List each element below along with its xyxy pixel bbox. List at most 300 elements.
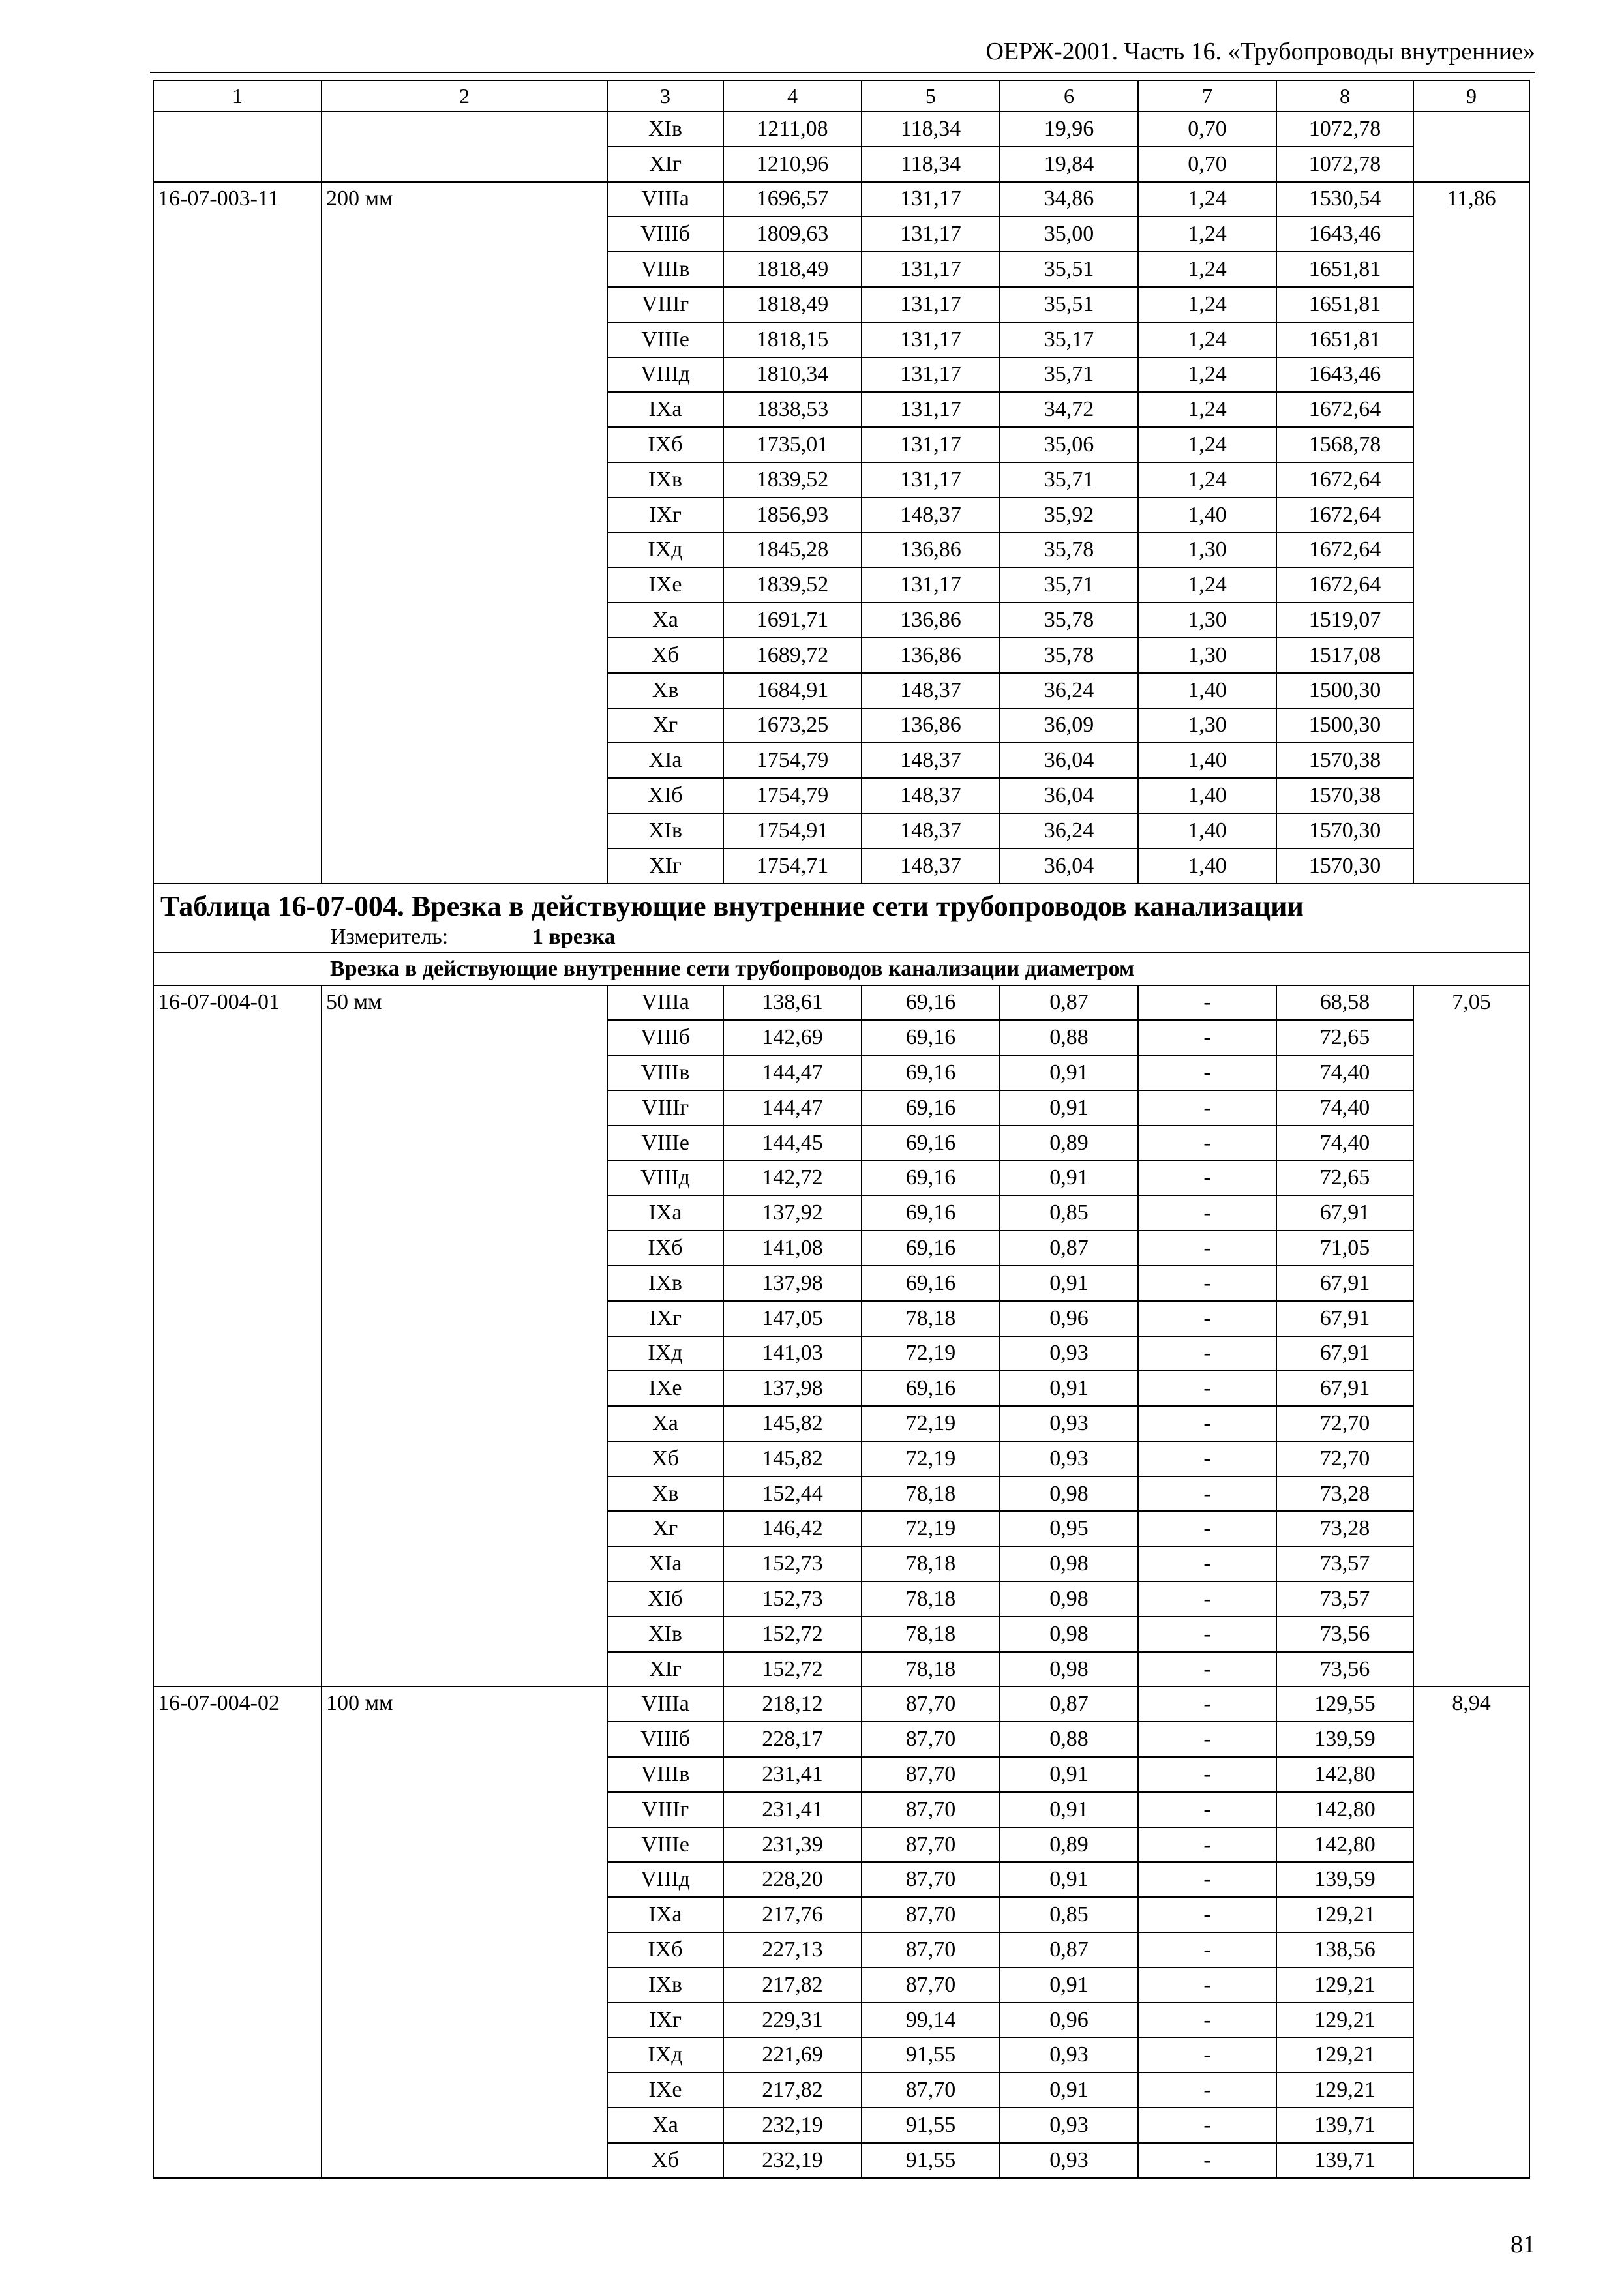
table-cell: VIIIд [607,357,723,393]
table-cell: 72,70 [1276,1441,1413,1476]
table-cell: 1754,91 [723,813,862,848]
table-cell: 1517,08 [1276,638,1413,673]
table-cell: - [1138,1617,1276,1652]
table-subtitle: Врезка в действующие внутренние сети трубопроводов канализации диаметром [153,953,1529,985]
table-cell: VIIIд [607,1862,723,1897]
table-cell: VIIIа [607,1686,723,1722]
table-cell: 87,70 [862,1862,1000,1897]
table-cell: 0,98 [1000,1476,1138,1512]
table-cell: 1,40 [1138,813,1276,848]
table-cell: 74,40 [1276,1090,1413,1126]
table-cell: 0,96 [1000,1301,1138,1336]
table-cell: IXв [607,1967,723,2003]
rate-code [153,112,322,182]
table-cell: 1810,34 [723,357,862,393]
table-cell: IXг [607,2003,723,2038]
table-cell: 35,17 [1000,322,1138,357]
table-cell: VIIIе [607,1126,723,1161]
table-cell: 71,05 [1276,1231,1413,1266]
table-cell: 137,92 [723,1195,862,1231]
table-cell: VIIIв [607,1055,723,1090]
table-cell: 0,96 [1000,2003,1138,2038]
table-cell: VIIIб [607,1722,723,1757]
table-row [153,985,1529,1021]
rate-last-value: 7,05 [1413,985,1529,1687]
table-cell: - [1138,1476,1276,1512]
table-cell: 0,85 [1000,1195,1138,1231]
table-cell: 231,41 [723,1792,862,1827]
rate-name: 50 мм [322,985,607,1687]
table-004-body [153,985,1529,2178]
table-cell: 152,44 [723,1476,862,1512]
table-cell: - [1138,2072,1276,2108]
page-number: 81 [1511,2231,1535,2258]
table-cell: 19,96 [1000,112,1138,147]
table-cell: 0,88 [1000,1722,1138,1757]
table-cell: 131,17 [862,252,1000,287]
table-cell: 1,24 [1138,357,1276,393]
table-cell: 1,24 [1138,427,1276,462]
table-cell: 74,40 [1276,1126,1413,1161]
table-cell: 36,09 [1000,708,1138,743]
table-cell: 1568,78 [1276,427,1413,462]
table-cell: 69,16 [862,1055,1000,1090]
column-number: 4 [723,80,862,112]
table-cell: - [1138,1511,1276,1546]
table-cell: 0,93 [1000,1406,1138,1441]
table-cell: - [1138,1932,1276,1967]
table-cell: 73,56 [1276,1617,1413,1652]
unit-value: 1 врезка [532,924,616,949]
table-cell: IXа [607,1897,723,1932]
table-cell: 1570,30 [1276,848,1413,884]
table-cell: 0,70 [1138,112,1276,147]
table-cell: - [1138,1757,1276,1792]
table-cell: - [1138,1686,1276,1722]
table-cell: IXг [607,1301,723,1336]
table-cell: 67,91 [1276,1266,1413,1301]
table-cell: 1651,81 [1276,322,1413,357]
table-cell: - [1138,1441,1276,1476]
table-cell: VIIIг [607,1090,723,1126]
table-cell: 69,16 [862,1231,1000,1266]
table-cell: 148,37 [862,743,1000,778]
table-cell: 67,91 [1276,1336,1413,1371]
table-cell: - [1138,1055,1276,1090]
table-cell: 142,80 [1276,1757,1413,1792]
table-cell: 1696,57 [723,182,862,217]
table-cell: 0,98 [1000,1581,1138,1617]
table-cell: 1754,79 [723,778,862,813]
table-cell: IXв [607,1266,723,1301]
table-cell: 129,21 [1276,2003,1413,2038]
table-cell: 1,40 [1138,673,1276,708]
table-cell: 0,93 [1000,2037,1138,2072]
table-cell: 139,59 [1276,1862,1413,1897]
table-cell: 35,06 [1000,427,1138,462]
table-cell: 72,19 [862,1406,1000,1441]
table-cell: 0,91 [1000,2072,1138,2108]
table-cell: 148,37 [862,848,1000,884]
table-cell: IXб [607,427,723,462]
table-cell: 69,16 [862,1161,1000,1196]
table-cell: 35,51 [1000,287,1138,322]
table-cell: IXг [607,498,723,533]
table-cell: 35,71 [1000,357,1138,393]
table-cell: 36,04 [1000,848,1138,884]
table-cell: 36,04 [1000,743,1138,778]
rate-last-value: 8,94 [1413,1686,1529,2177]
table-cell: 138,56 [1276,1932,1413,1967]
table-cell: 67,91 [1276,1195,1413,1231]
table-cell: 72,19 [862,1511,1000,1546]
table-cell: 131,17 [862,357,1000,393]
rate-name: 100 мм [322,1686,607,2177]
table-cell: 227,13 [723,1932,862,1967]
table-cell: - [1138,1231,1276,1266]
table-cell: 1500,30 [1276,673,1413,708]
table-cell: 69,16 [862,1195,1000,1231]
table-cell: 69,16 [862,1090,1000,1126]
table-cell: 1643,46 [1276,217,1413,252]
table-cell: IXб [607,1231,723,1266]
table-cell: 142,80 [1276,1792,1413,1827]
table-cell: 0,87 [1000,1231,1138,1266]
table-cell: 78,18 [862,1652,1000,1687]
table-cell: 1500,30 [1276,708,1413,743]
table-cell: 87,70 [862,1967,1000,2003]
table-cell: 73,57 [1276,1546,1413,1581]
table-cell: 1651,81 [1276,287,1413,322]
table-cell: 1,30 [1138,708,1276,743]
table-row [153,112,1529,147]
table-cell: 87,70 [862,1722,1000,1757]
column-number: 1 [153,80,322,112]
table-cell: 1072,78 [1276,147,1413,182]
table-cell: 0,91 [1000,1371,1138,1406]
table-004-heading [153,884,1529,985]
table-cell: 1672,64 [1276,392,1413,427]
table-cell: XIг [607,147,723,182]
table-cell: 1,30 [1138,533,1276,568]
column-number: 3 [607,80,723,112]
table-cell: 35,71 [1000,462,1138,498]
table-cell: 73,28 [1276,1511,1413,1546]
table-cell: 0,70 [1138,147,1276,182]
table-cell: VIIIа [607,985,723,1021]
table-cell: 129,21 [1276,1897,1413,1932]
table-cell: XIа [607,1546,723,1581]
table-cell: 91,55 [862,2037,1000,2072]
table-cell: 34,86 [1000,182,1138,217]
table-cell: 0,87 [1000,1932,1138,1967]
table-cell: 0,91 [1000,1090,1138,1126]
table-cell: - [1138,1020,1276,1055]
table-cell: 36,24 [1000,813,1138,848]
table-cell: Xг [607,708,723,743]
table-cell: 0,93 [1000,1336,1138,1371]
table-cell: 1754,79 [723,743,862,778]
table-cell: 118,34 [862,112,1000,147]
table-cell: 129,21 [1276,1967,1413,2003]
table-cell: 87,70 [862,2072,1000,2108]
table-cell: 0,89 [1000,1827,1138,1863]
page-header-title: ОЕРЖ-2001. Часть 16. «Трубопроводы внутренние» [985,38,1535,65]
table-cell: 0,95 [1000,1511,1138,1546]
table-cell: XIа [607,743,723,778]
table-cell: 228,17 [723,1722,862,1757]
table-cell: VIIIа [607,182,723,217]
table-cell: XIг [607,1652,723,1687]
table-cell: VIIIб [607,217,723,252]
table-cell: 231,39 [723,1827,862,1863]
table-cell: Xв [607,673,723,708]
table-cell: 131,17 [862,287,1000,322]
table-cell: - [1138,1090,1276,1126]
table-cell: 221,69 [723,2037,862,2072]
table-cell: 141,03 [723,1336,862,1371]
table-cell: 1691,71 [723,603,862,638]
table-cell: 69,16 [862,985,1000,1021]
table-cell: 73,28 [1276,1476,1413,1512]
table-cell: 68,58 [1276,985,1413,1021]
table-cell: 35,00 [1000,217,1138,252]
table-cell: 147,05 [723,1301,862,1336]
table-cell: Xб [607,2143,723,2178]
table-cell: 229,31 [723,2003,862,2038]
table-cell: 129,55 [1276,1686,1413,1722]
table-cell: 144,47 [723,1055,862,1090]
column-number: 2 [322,80,607,112]
table-cell: IXд [607,1336,723,1371]
table-cell: - [1138,1336,1276,1371]
table-cell: 78,18 [862,1546,1000,1581]
table-cell: 152,73 [723,1546,862,1581]
table-cell: 138,61 [723,985,862,1021]
table-cell: 217,76 [723,1897,862,1932]
table-cell: IXа [607,1195,723,1231]
table-cell: 35,78 [1000,533,1138,568]
table-cell: 1672,64 [1276,567,1413,603]
table-cell: 1818,15 [723,322,862,357]
table-cell: VIIIв [607,1757,723,1792]
table-cell: 0,98 [1000,1546,1138,1581]
table-cell: 67,91 [1276,1371,1413,1406]
table-cell: 0,98 [1000,1617,1138,1652]
table-cell: - [1138,1862,1276,1897]
table-cell: XIв [607,1617,723,1652]
table-cell: 1818,49 [723,252,862,287]
table-cell: 1643,46 [1276,357,1413,393]
table-cell: IXе [607,567,723,603]
table-cell: 0,93 [1000,2108,1138,2143]
rates-table-body [153,80,1529,112]
table-cell: 69,16 [862,1126,1000,1161]
table-cell: 231,41 [723,1757,862,1792]
table-cell: 1,24 [1138,392,1276,427]
table-cell: 131,17 [862,217,1000,252]
table-cell: - [1138,1897,1276,1932]
table-cell: 152,73 [723,1581,862,1617]
table-cell: 137,98 [723,1266,862,1301]
table-cell: 142,69 [723,1020,862,1055]
table-cell: 0,93 [1000,1441,1138,1476]
table-cell: 1838,53 [723,392,862,427]
table-cell: VIIIе [607,1827,723,1863]
table-cell: Xа [607,1406,723,1441]
table-cell: - [1138,2037,1276,2072]
table-cell: 78,18 [862,1617,1000,1652]
table-cell: IXв [607,462,723,498]
table-cell: 131,17 [862,427,1000,462]
table-cell: 1,24 [1138,322,1276,357]
column-number: 6 [1000,80,1138,112]
table-cell: 35,78 [1000,638,1138,673]
table-cell: 148,37 [862,813,1000,848]
rates-table [153,80,1530,2179]
table-cell: - [1138,2143,1276,2178]
table-cell: 152,72 [723,1617,862,1652]
table-cell: 35,92 [1000,498,1138,533]
table-cell: 139,59 [1276,1722,1413,1757]
table-cell: 1211,08 [723,112,862,147]
table-cell: XIв [607,112,723,147]
table-cell: 0,91 [1000,1967,1138,2003]
table-cell: 145,82 [723,1441,862,1476]
table-cell: 1684,91 [723,673,862,708]
table-cell: 136,86 [862,708,1000,743]
table-cell: 1,24 [1138,287,1276,322]
table-cell: 144,47 [723,1090,862,1126]
table-cell: - [1138,1126,1276,1161]
table-cell: 118,34 [862,147,1000,182]
table-cell: 69,16 [862,1371,1000,1406]
table-cell: 73,57 [1276,1581,1413,1617]
table-cell: IXд [607,2037,723,2072]
table-cell: 78,18 [862,1476,1000,1512]
table-cell: 1672,64 [1276,462,1413,498]
table-cell: 72,19 [862,1336,1000,1371]
table-cell: 0,91 [1000,1161,1138,1196]
table-cell: 0,91 [1000,1757,1138,1792]
table-cell: 139,71 [1276,2143,1413,2178]
table-cell: XIв [607,813,723,848]
table-cell: VIIIв [607,252,723,287]
table-title: Таблица 16-07-004. Врезка в действующие внутренние сети трубопроводов канализации [160,890,1304,922]
table-cell: 131,17 [862,462,1000,498]
table-cell: 144,45 [723,1126,862,1161]
table-cell: 0,91 [1000,1862,1138,1897]
table-cell: 72,70 [1276,1406,1413,1441]
table-cell: XIг [607,848,723,884]
table-cell: 1689,72 [723,638,862,673]
rate-last-value: 11,86 [1413,182,1529,884]
table-cell: 74,40 [1276,1055,1413,1090]
table-cell: 87,70 [862,1827,1000,1863]
table-cell: - [1138,1652,1276,1687]
table-cell: 145,82 [723,1406,862,1441]
table-cell: VIIIг [607,1792,723,1827]
table-cell: - [1138,1967,1276,2003]
table-cell: 1845,28 [723,533,862,568]
table-cell: - [1138,1161,1276,1196]
table-cell: 232,19 [723,2143,862,2178]
table-cell: 69,16 [862,1020,1000,1055]
table-cell: 131,17 [862,567,1000,603]
column-number: 9 [1413,80,1529,112]
table-cell: 1,40 [1138,778,1276,813]
table-cell: 139,71 [1276,2108,1413,2143]
table-cell: Xб [607,1441,723,1476]
rate-name [322,112,607,182]
table-cell: - [1138,985,1276,1021]
unit-line [160,926,1522,948]
table-cell: - [1138,1827,1276,1863]
table-cell: Xб [607,638,723,673]
table-cell: 78,18 [862,1581,1000,1617]
table-cell: 72,19 [862,1441,1000,1476]
table-cell: Xа [607,603,723,638]
table-cell: 1,24 [1138,567,1276,603]
table-cell: 73,56 [1276,1652,1413,1687]
table-cell: 1,24 [1138,252,1276,287]
table-cell: 0,85 [1000,1897,1138,1932]
table-cell: 1,40 [1138,848,1276,884]
table-cell: - [1138,2003,1276,2038]
table-cell: 1,24 [1138,182,1276,217]
table-cell: 217,82 [723,1967,862,2003]
table-cell: 1672,64 [1276,498,1413,533]
table-cell: 87,70 [862,1792,1000,1827]
table-cell: XIб [607,778,723,813]
table-cell: 0,87 [1000,985,1138,1021]
table-cell: 141,08 [723,1231,862,1266]
table-cell: 1856,93 [723,498,862,533]
table-cell: 0,87 [1000,1686,1138,1722]
table-cell: 1570,38 [1276,778,1413,813]
table-cell: VIIIе [607,322,723,357]
table-cell: 0,88 [1000,1020,1138,1055]
table-cell: 1839,52 [723,462,862,498]
table-row [153,182,1529,217]
rate-last-value [1413,112,1529,182]
table-cell: 1210,96 [723,147,862,182]
table-cell: 142,80 [1276,1827,1413,1863]
table-cell: 87,70 [862,1932,1000,1967]
table-cell: 87,70 [862,1897,1000,1932]
table-cell: 136,86 [862,533,1000,568]
table-cell: 136,86 [862,638,1000,673]
table-cell: 36,24 [1000,673,1138,708]
unit-label: Измеритель: [330,924,449,949]
table-cell: 136,86 [862,603,1000,638]
table-cell: 1,40 [1138,498,1276,533]
table-cell: 35,51 [1000,252,1138,287]
table-cell: 1,30 [1138,638,1276,673]
table-subtitle-row [153,953,1529,985]
table-cell: 1072,78 [1276,112,1413,147]
table-cell: 35,78 [1000,603,1138,638]
table-cell: 72,65 [1276,1161,1413,1196]
table-cell: - [1138,1266,1276,1301]
column-number-row [153,80,1529,112]
table-cell: 1809,63 [723,217,862,252]
table-cell: 1570,30 [1276,813,1413,848]
table-cell: 69,16 [862,1266,1000,1301]
table-cell: IXб [607,1932,723,1967]
table-cell: 99,14 [862,2003,1000,2038]
table-cell: 0,93 [1000,2143,1138,2178]
